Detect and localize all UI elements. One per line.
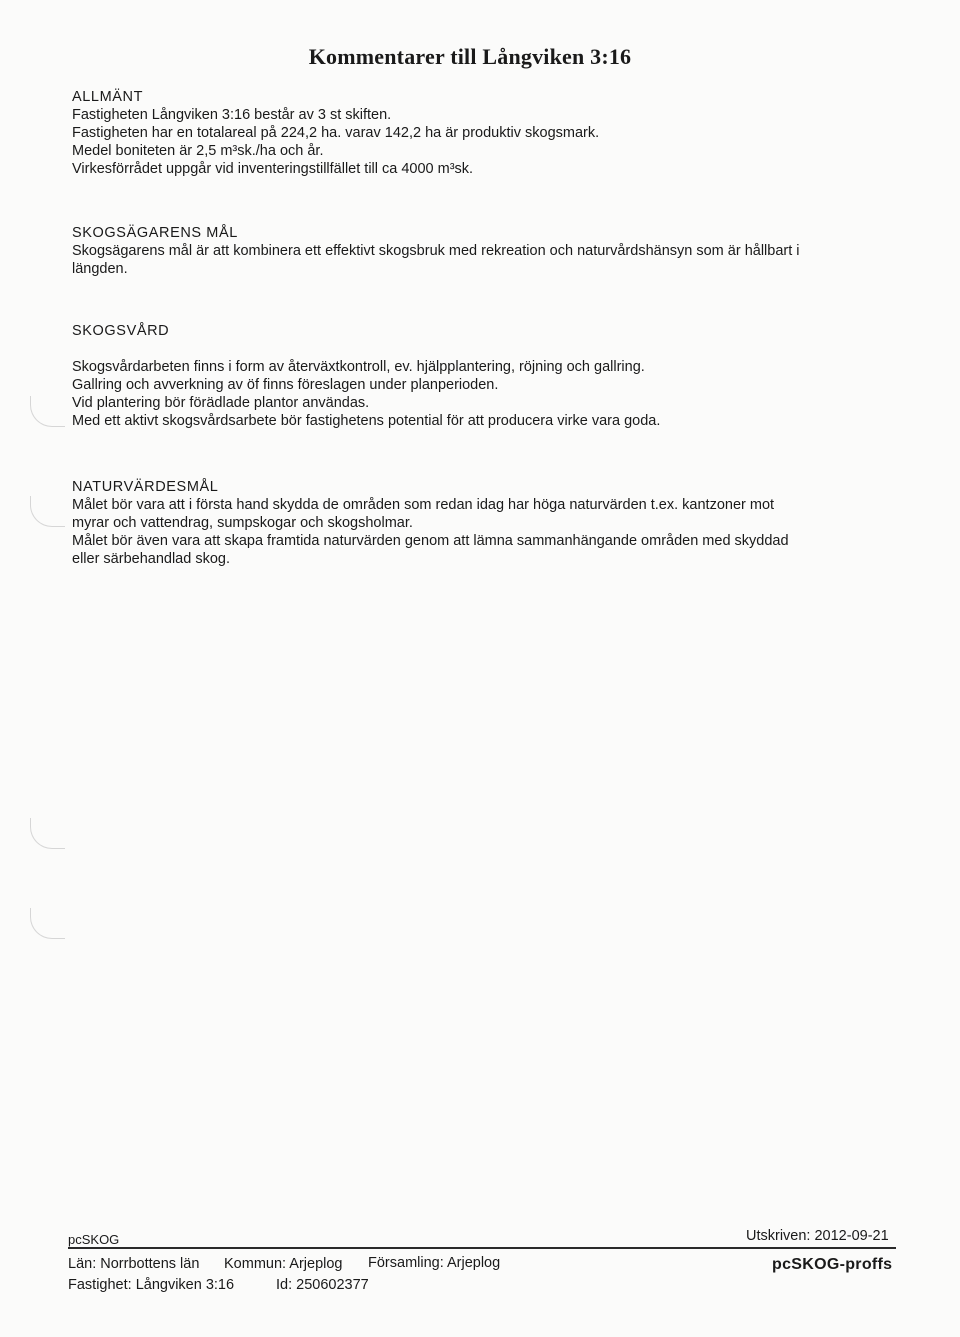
text-line: Skogsägarens mål är att kombinera ett effektivt skogsbruk med rekreation och naturvårdshänsyn som är hållbart i	[72, 243, 800, 259]
text-line: Fastigheten Långviken 3:16 består av 3 st skiften.	[72, 107, 392, 123]
footer-id: Id: 250602377	[276, 1277, 369, 1293]
text-line: Fastigheten har en totalareal på 224,2 ha. varav 142,2 ha är produktiv skogsmark.	[72, 125, 600, 141]
text-line: Med ett aktivt skogsvårdsarbete bör fastighetens potential för att producera virke vara goda.	[72, 413, 661, 429]
text-line: längden.	[72, 261, 128, 277]
punch-hole-mark	[30, 496, 65, 527]
punch-hole-mark	[30, 818, 65, 849]
section-heading: NATURVÄRDESMÅL	[72, 479, 219, 495]
text-line: Skogsvårdarbeten finns i form av återväxtkontroll, ev. hjälpplantering, röjning och gallring.	[72, 359, 645, 375]
footer-kommun: Kommun: Arjeplog	[224, 1256, 343, 1272]
section-heading: SKOGSÄGARENS MÅL	[72, 225, 238, 241]
text-line: Målet bör även vara att skapa framtida naturvärden genom att lämna sammanhängande områden med skyddad	[72, 533, 789, 549]
brand-logo: pcSKOG-proffs	[772, 1256, 893, 1273]
text-line: Medel boniteten är 2,5 m³sk./ha och år.	[72, 143, 324, 159]
section-heading: SKOGSVÅRD	[72, 323, 170, 339]
section-allmant	[72, 88, 872, 178]
footer-forsamling: Församling: Arjeplog	[368, 1255, 501, 1271]
section-skogsvard	[72, 322, 872, 430]
footer-divider	[68, 1247, 896, 1249]
footer-lan: Län: Norrbottens län	[68, 1256, 200, 1272]
punch-hole-mark	[30, 908, 65, 939]
footer-printed-date: Utskriven: 2012-09-21	[746, 1228, 889, 1244]
footer-software: pcSKOG	[68, 1232, 120, 1247]
text-line: myrar och vattendrag, sumpskogar och skogsholmar.	[72, 515, 413, 531]
text-line: Vid plantering bör förädlade plantor användas.	[72, 395, 370, 411]
document-title: Kommentarer till Långviken 3:16	[308, 44, 632, 69]
footer-fastighet: Fastighet: Långviken 3:16	[68, 1277, 235, 1293]
section-skogsagarens-mal	[72, 224, 872, 278]
text-line: Gallring och avverkning av öf finns föreslagen under planperioden.	[72, 377, 499, 393]
punch-hole-mark	[30, 396, 65, 427]
text-line: Målet bör vara att i första hand skydda de områden som redan idag har höga naturvärden t.ex. kantzoner mot	[72, 497, 775, 513]
text-line: eller särbehandlad skog.	[72, 551, 230, 567]
text-line: Virkesförrådet uppgår vid inventeringstillfället till ca 4000 m³sk.	[72, 161, 474, 177]
section-naturvardesmal	[72, 478, 872, 568]
section-heading: ALLMÄNT	[72, 89, 144, 105]
